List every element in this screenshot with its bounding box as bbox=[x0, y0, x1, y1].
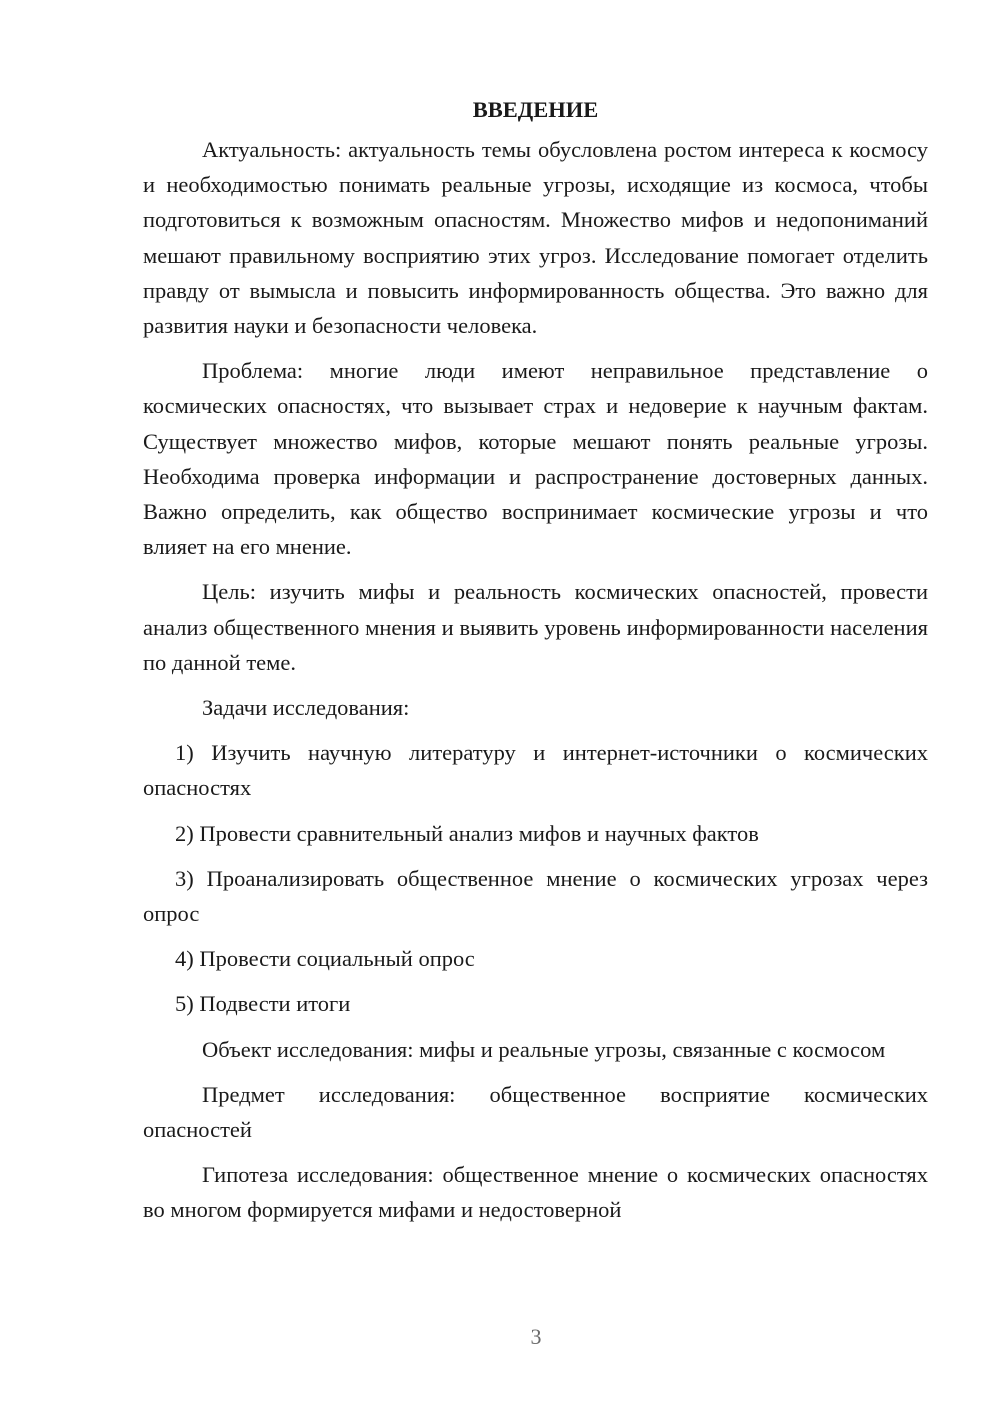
paragraph-goal: Цель: изучить мифы и реальность космических опасностей, провести анализ общественного мнения и выявить уровень информированности населения по данной теме. bbox=[143, 579, 928, 675]
list-item: 4) Провести социальный опрос bbox=[175, 946, 475, 972]
paragraph-hypothesis: Гипотеза исследования: общественное мнение о космических опасностях во многом формируется мифами и недостоверной bbox=[143, 1162, 928, 1223]
section-title: ВВЕДЕНИЕ bbox=[472, 97, 599, 122]
page-number: 3 bbox=[530, 1324, 542, 1349]
paragraph-object: Объект исследования: мифы и реальные угрозы, связанные с космосом bbox=[202, 1036, 886, 1062]
list-item: 5) Подвести итоги bbox=[175, 991, 351, 1017]
list-item: 3) Проанализировать общественное мнение о космических угрозах через опрос bbox=[143, 865, 928, 927]
page-content bbox=[143, 92, 928, 1238]
paragraph-relevance: Актуальность: актуальность темы обусловлена ростом интереса к космосу и необходимостью понимать реальные угрозы, исходящие из космоса, чтобы подготовиться к возможным опасностям. Множество мифов и недопониманий мешают правильному восприятию этих угроз. Исследование помогает отделить правду от вымысла и повысить информированность общества. Это важно для развития науки и безопасности человека. bbox=[143, 137, 928, 339]
list-item: 2) Провести сравнительный анализ мифов и научных фактов bbox=[175, 820, 759, 846]
paragraph-subject: Предмет исследования: общественное восприятие космических опасностей bbox=[143, 1081, 928, 1143]
tasks-heading: Задачи исследования: bbox=[202, 695, 410, 721]
paragraph-problem: Проблема: многие люди имеют неправильное представление о космических опасностях, что вызывает страх и недоверие к научным фактам. Существует множество мифов, которые мешают понять реальные угрозы. Необходима проверка информации и распространение достоверных данных. Важно определить, как общество воспринимает космические угрозы и что влияет на его мнение. bbox=[143, 358, 928, 560]
list-item: 1) Изучить научную литературу и интернет-источники о космических опасностях bbox=[143, 740, 928, 801]
